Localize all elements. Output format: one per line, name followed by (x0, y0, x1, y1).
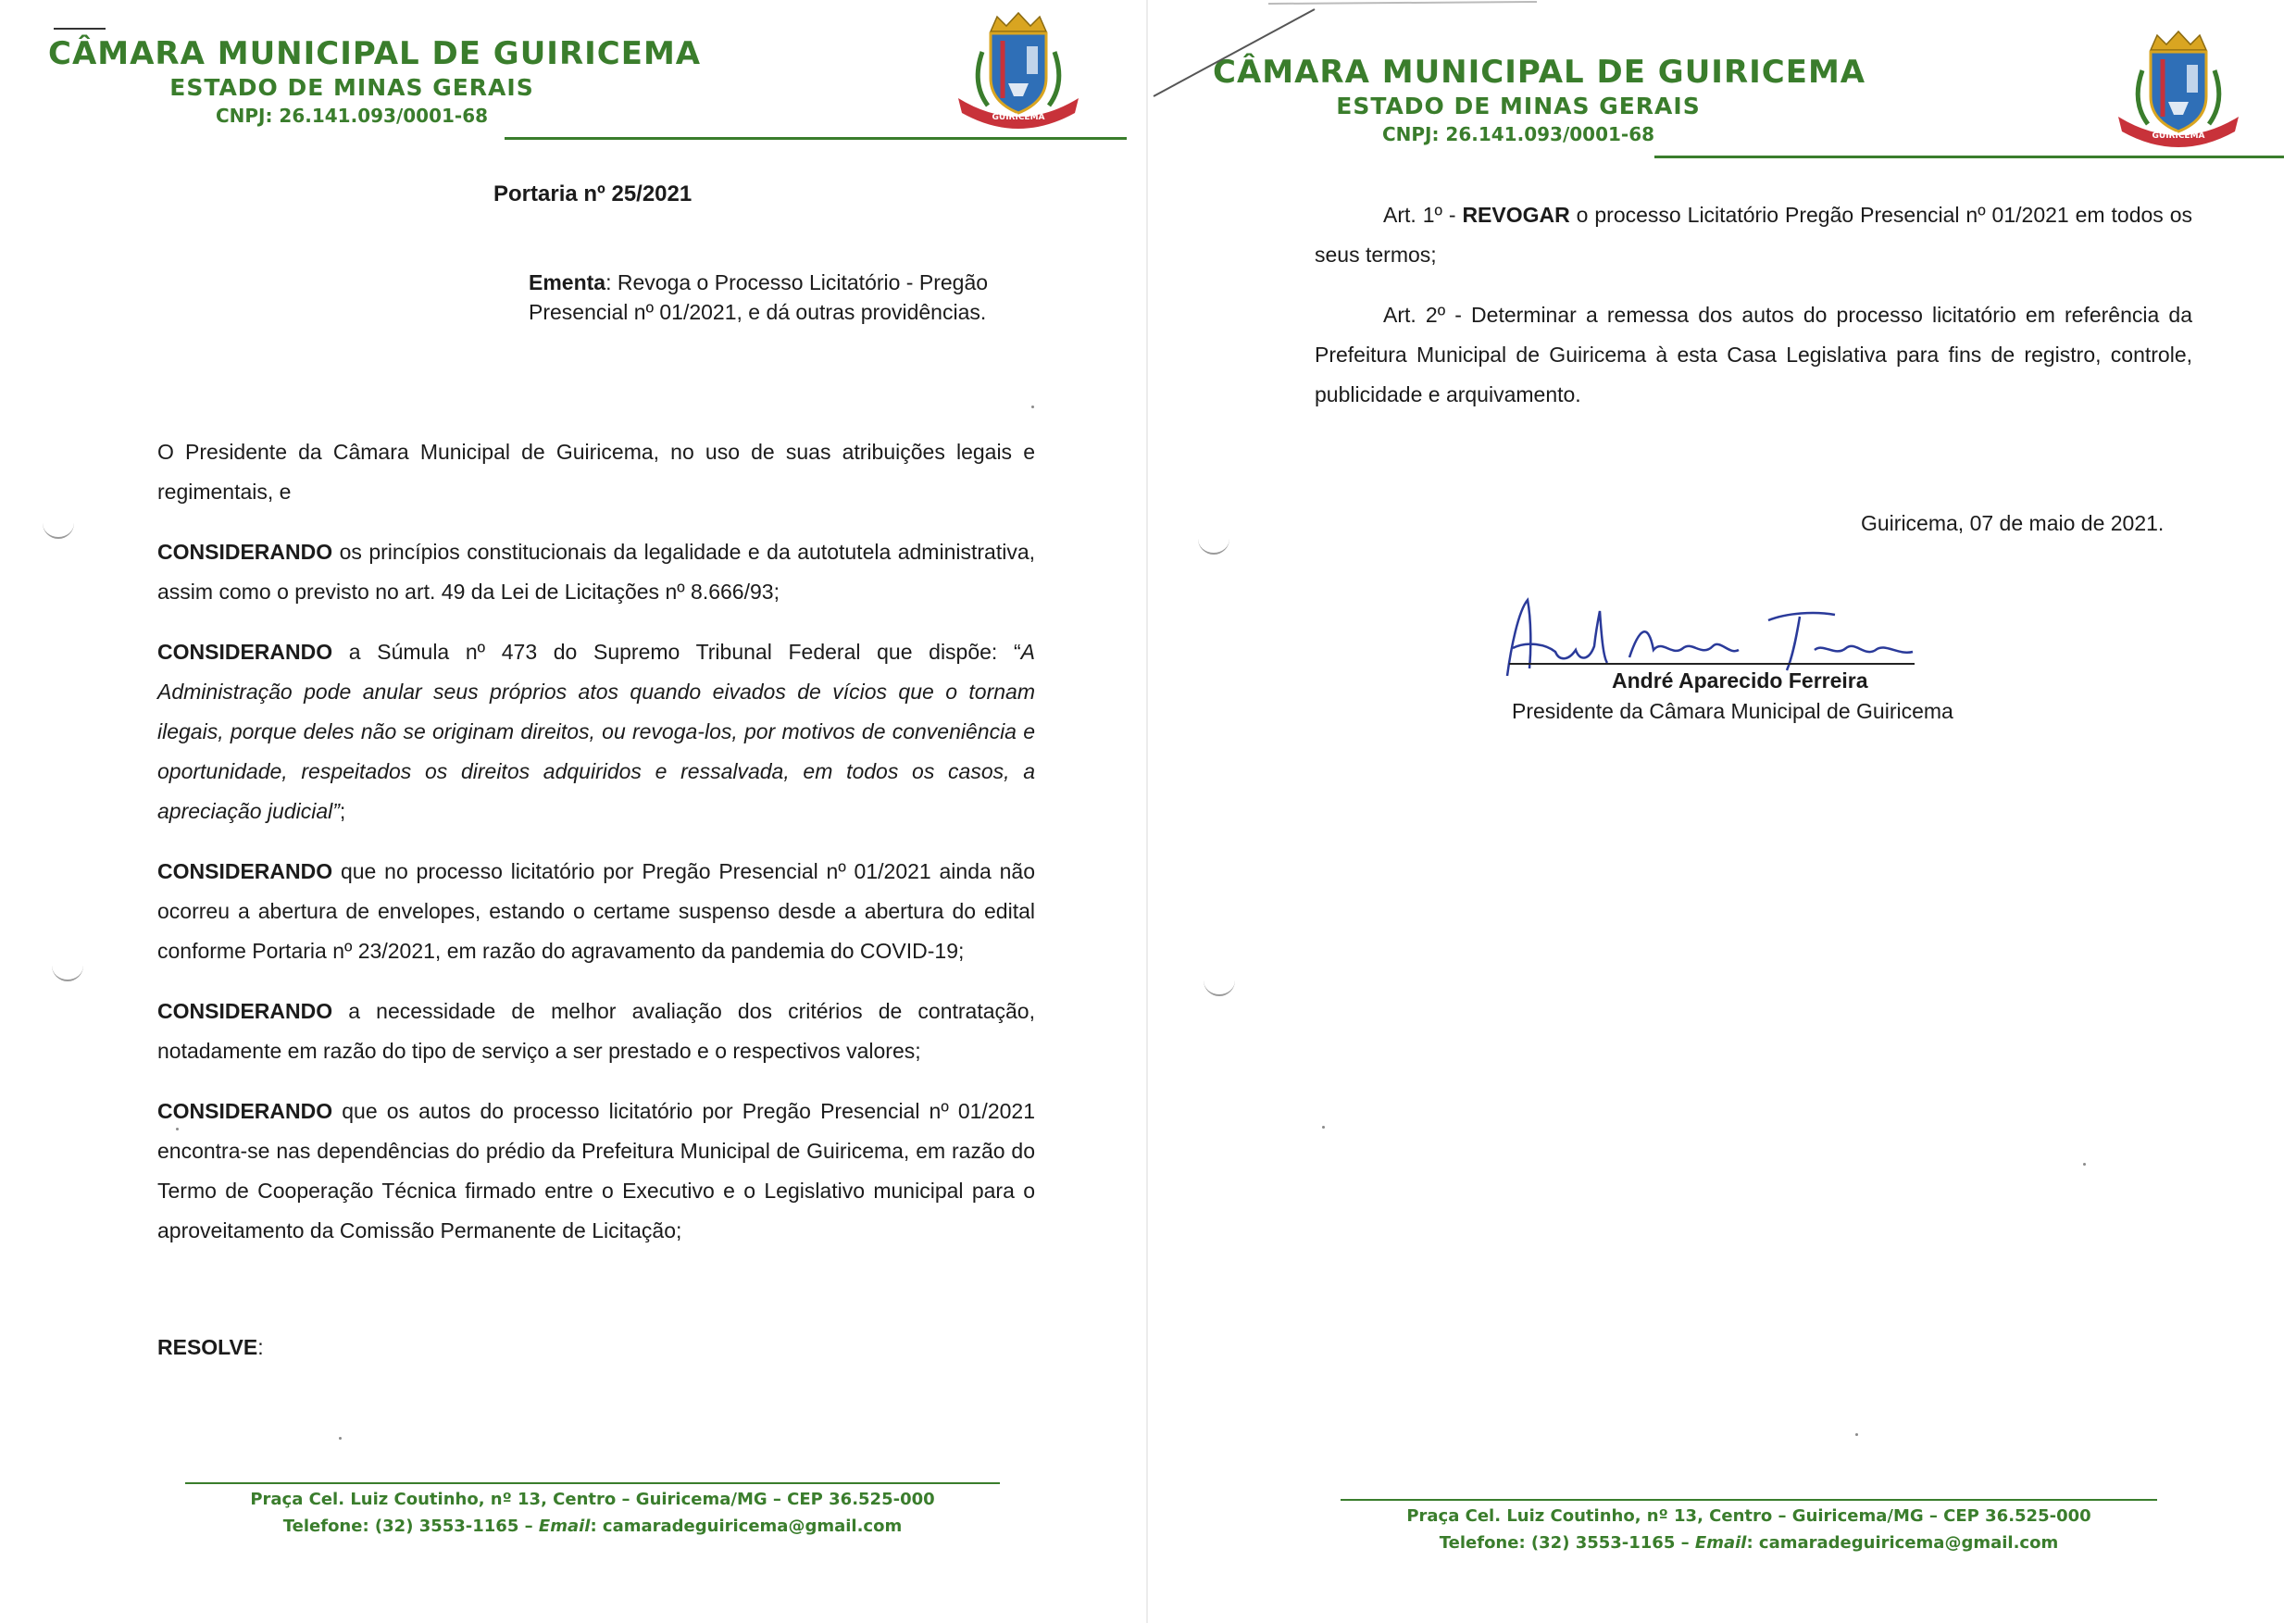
footer-contact (1341, 1529, 2157, 1556)
footer-email-label: Email (1694, 1533, 1747, 1553)
considerando-5-text: que os autos do processo licitatório por Pregão Presencial nº 01/2021 encontra-se nas dependências do prédio da Prefeitura Municipal de Guiricema, em razão do Termo de Cooperação Técnica firmado entre o Executivo e o Legislativo municipal para o aproveitamento da Comissão Permanente de Licitação; (157, 1099, 1035, 1242)
scan-speck (2083, 1163, 2086, 1166)
article-1-text: o processo Licitatório Pregão Presencial nº 01/2021 em todos os seus termos; (1315, 203, 2192, 267)
footer-rule (1341, 1499, 2157, 1501)
footer-rule (185, 1482, 1000, 1484)
punch-hole-mark (43, 517, 74, 539)
considerando-1 (157, 532, 1035, 612)
considerando-keyword: CONSIDERANDO (157, 859, 333, 883)
signature-line (1509, 663, 1915, 665)
letterhead-state: ESTADO DE MINAS GERAIS (169, 74, 534, 101)
resolve-colon: : (257, 1335, 264, 1359)
crest-label: GUIRICEMA (2152, 131, 2205, 141)
document-page-2 (1148, 0, 2296, 1623)
footer-address: Praça Cel. Luiz Coutinho, nº 13, Centro – Guiricema/MG – CEP 36.525-000 (250, 1490, 935, 1509)
letterhead-state: ESTADO DE MINAS GERAIS (1336, 93, 1701, 119)
letterhead-cnpj: CNPJ: 26.141.093/0001-68 (1381, 123, 1655, 145)
considerando-2-text: a Súmula nº 473 do Supremo Tribunal Federal que dispõe: “ (332, 640, 1021, 664)
footer (185, 1486, 1000, 1540)
considerando-2 (157, 632, 1035, 831)
scan-mark (54, 28, 106, 30)
ementa-text: : Revoga o Processo Licitatório - Pregão Presencial nº 01/2021, e dá outras providências. (529, 270, 989, 324)
article-1-keyword: REVOGAR (1462, 203, 1570, 227)
considerando-2-end: ; (339, 799, 346, 823)
scan-speck (1031, 406, 1034, 408)
letterhead-rule (505, 137, 1127, 140)
footer-email-label: Email (538, 1517, 591, 1536)
scan-speck (339, 1437, 342, 1440)
footer-phone: Telefone: (32) 3553-1165 – (1439, 1533, 1695, 1553)
considerando-keyword: CONSIDERANDO (157, 540, 333, 564)
considerando-4-text: a necessidade de melhor avaliação dos critérios de contratação, notadamente em razão do tipo de serviço a ser prestado e o respectivos valores; (157, 999, 1035, 1063)
letterhead-title: CÂMARA MUNICIPAL DE GUIRICEMA (1213, 54, 1866, 91)
considerando-3 (157, 852, 1035, 971)
footer-contact (185, 1513, 1000, 1540)
article-1 (1315, 195, 2192, 275)
considerando-keyword: CONSIDERANDO (157, 999, 333, 1023)
scan-speck (1322, 1126, 1325, 1129)
scan-speck (1855, 1433, 1858, 1436)
footer-address: Praça Cel. Luiz Coutinho, nº 13, Centro – Guiricema/MG – CEP 36.525-000 (1406, 1506, 2091, 1526)
scan-speck (176, 1128, 179, 1130)
sumula-quote: A Administração pode anular seus próprios atos quando eivados de vícios que o tornam ilegais, porque deles não se originam direitos, ou revoga-los, por motivos de conveniência e oportunidade, respeitados os direitos adquiridos e ressalvada, em todos os casos, a apreciação judicial” (157, 640, 1035, 823)
footer (1341, 1503, 2157, 1556)
resolve-label (157, 1335, 264, 1360)
footer-phone: Telefone: (32) 3553-1165 – (282, 1517, 539, 1536)
considerando-5 (157, 1092, 1035, 1251)
place-and-date: Guiricema, 07 de maio de 2021. (1861, 511, 2165, 535)
letterhead (48, 35, 702, 127)
intro-paragraph: O Presidente da Câmara Municipal de Guiricema, no uso de suas atribuições legais e regimentais, e (157, 440, 1035, 504)
punch-hole-mark (1198, 532, 1229, 555)
municipal-crest-icon (2109, 28, 2248, 148)
ordinance-title: Portaria nº 25/2021 (493, 181, 693, 206)
footer-email: : camaradeguiricema@gmail.com (1746, 1533, 2059, 1553)
punch-hole-mark (1204, 974, 1235, 996)
crest-label: GUIRICEMA (992, 113, 1045, 122)
municipal-crest-icon (949, 9, 1088, 130)
resolve-word: RESOLVE (157, 1335, 258, 1359)
considerando-keyword: CONSIDERANDO (157, 640, 333, 664)
footer-email: : camaradeguiricema@gmail.com (590, 1517, 903, 1536)
considerando-3-text: que no processo licitatório por Pregão Presencial nº 01/2021 ainda não ocorreu a abertura de envelopes, estando o certame suspenso desde a abertura do edital conforme Portaria nº 23/2021, em razão do agravamento da pandemia do COVID-19; (157, 859, 1035, 963)
ementa-label: Ementa (529, 270, 606, 294)
considerando-1-text: os princípios constitucionais da legalidade e da autotutela administrativa, assim como o previsto no art. 49 da Lei de Licitações nº 8.666/93; (157, 540, 1035, 604)
letterhead-rule (1654, 156, 2284, 158)
considerando-keyword: CONSIDERANDO (157, 1099, 333, 1123)
punch-hole-mark (52, 959, 83, 981)
signer-role: Presidente da Câmara Municipal de Guiricema (1512, 699, 1953, 723)
scan-fold-mark (1148, 0, 1537, 102)
article-2: Art. 2º - Determinar a remessa dos autos do processo licitatório em referência da Prefeitura Municipal de Guiricema à esta Casa Legislativa para fins de registro, controle, publicidade e arquivamento. (1315, 303, 2192, 406)
signer-name: André Aparecido Ferreira (1612, 668, 1868, 693)
ordinance-body (157, 432, 1035, 1251)
letterhead-cnpj: CNPJ: 26.141.093/0001-68 (215, 105, 489, 127)
articles (1315, 195, 2192, 415)
considerando-4 (157, 992, 1035, 1071)
article-1-number: Art. 1º - (1383, 203, 1463, 227)
letterhead-title: CÂMARA MUNICIPAL DE GUIRICEMA (48, 35, 702, 72)
ementa (529, 268, 1029, 327)
